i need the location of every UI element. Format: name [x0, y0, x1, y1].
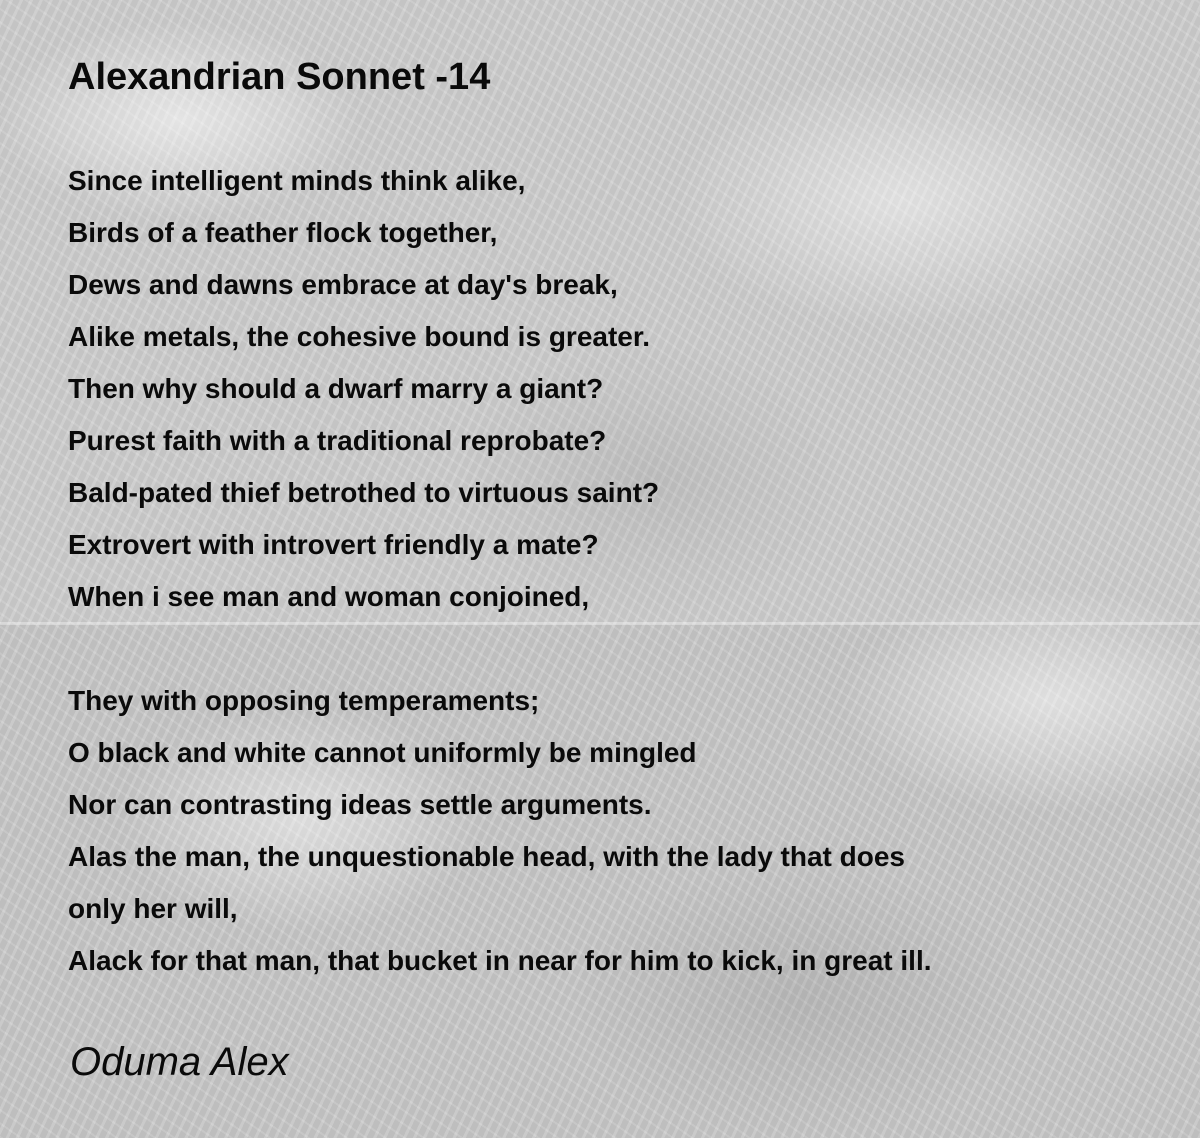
poem-line: Dews and dawns embrace at day's break,	[68, 269, 618, 300]
poem-line: O black and white cannot uniformly be mingled	[68, 737, 697, 768]
poem-line: Purest faith with a traditional reprobate?	[68, 425, 607, 456]
poem-body	[68, 155, 932, 987]
poem-line: Bald-pated thief betrothed to virtuous saint?	[68, 477, 660, 508]
poem-line: Alas the man, the unquestionable head, with the lady that does	[68, 841, 906, 872]
poem-title: Alexandrian Sonnet -14	[68, 56, 491, 98]
poem-line: Alike metals, the cohesive bound is greater.	[68, 321, 650, 352]
poem-line: Alack for that man, that bucket in near for him to kick, in great ill.	[68, 945, 932, 976]
poem-author: Oduma Alex	[70, 1040, 289, 1084]
poem-line: Then why should a dwarf marry a giant?	[68, 373, 604, 404]
poem-line: When i see man and woman conjoined,	[68, 581, 590, 612]
poem-line: Extrovert with introvert friendly a mate?	[68, 529, 599, 560]
poem-line: Nor can contrasting ideas settle arguments.	[68, 789, 652, 820]
poem-line: Since intelligent minds think alike,	[68, 165, 526, 196]
stanza-break	[68, 623, 932, 675]
poem-line: Birds of a feather flock together,	[68, 217, 498, 248]
poem-line: They with opposing temperaments;	[68, 685, 540, 716]
poem-line: only her will,	[68, 893, 238, 924]
